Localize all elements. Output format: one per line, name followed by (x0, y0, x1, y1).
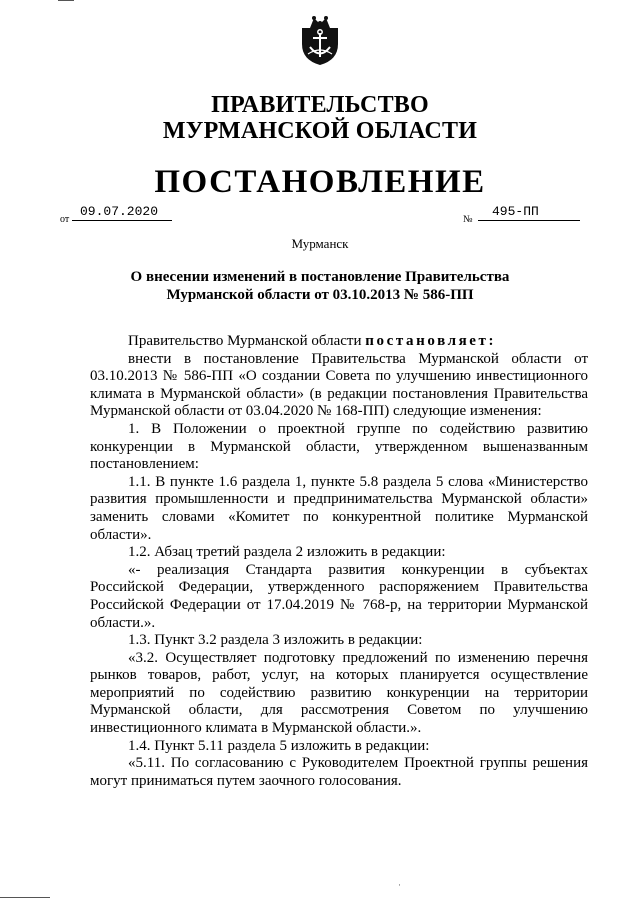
body-paragraph: «- реализация Стандарта развития конкуренции в субъектах Российской Федерации, утвержденного распоряжением Правительства Российской Федерации от 17.04.2019 № 768-р, на территории Мурманской области.». (90, 561, 588, 631)
body-paragraph: внести в постановление Правительства Мурманской области от 03.10.2013 № 586-ПП «О создании Совета по улучшению инвестиционного климата в Мурманской области» (в редакции постановления Правительства Мурманской области от 03.04.2020 № 168-ПП) следующие изменения: (90, 350, 588, 420)
body-paragraph: «3.2. Осуществляет подготовку предложений по изменению перечня рынков товаров, работ, услуг, на которых планируется осуществление мероприятий по содействию развитию конкуренции на территории Мурманской области, для рассмотрения Советом по улучшению инвестиционного климата в Мурманской области.». (90, 649, 588, 737)
coat-of-arms-icon (300, 14, 340, 66)
city-name: Мурманск (291, 236, 349, 251)
scan-edge-bottom (0, 897, 50, 898)
scan-speck: · (398, 880, 401, 890)
body-paragraph: 1.3. Пункт 3.2 раздела 3 изложить в редакции: (128, 632, 423, 649)
date-prefix: от (60, 214, 70, 225)
document-type: ПОСТАНОВЛЕНИЕ (154, 164, 486, 200)
document-body (90, 333, 588, 790)
body-paragraph: 1.2. Абзац третий раздела 2 изложить в редакции: (128, 544, 446, 561)
intro-paragraph (90, 333, 588, 351)
body-paragraph: 1.1. В пункте 1.6 раздела 1, пункте 5.8 раздела 5 слова «Министерство развития промышленности и предпринимательства Мурманской области» заменить словами «Комитет по конкурентной политике Мурманской области». (90, 473, 588, 543)
document-subject (120, 268, 520, 304)
subject-line1: О внесении изменений в постановление Правительства (130, 269, 510, 285)
number-prefix: № (463, 214, 473, 225)
subject-line2: Мурманской области от 03.10.2013 № 586-ПП (166, 287, 474, 303)
scan-edge-top (58, 0, 74, 1)
body-paragraph: 1. В Положении о проектной группе по содействию развитию конкуренции в Мурманской области, утвержденном вышеназванным постановлением: (90, 420, 588, 473)
intro-lead: Правительство Мурманской области (128, 333, 366, 349)
document-number: 495-ПП (478, 204, 580, 221)
intro-verb: постановляет: (365, 333, 497, 349)
document-date: 09.07.2020 (72, 204, 172, 221)
body-paragraph: «5.11. По согласованию с Руководителем Проектной группы решения могут приниматься путем заочного голосования. (90, 755, 588, 789)
government-title-line2: МУРМАНСКОЙ ОБЛАСТИ (162, 118, 478, 144)
body-paragraph: 1.4. Пункт 5.11 раздела 5 изложить в редакции: (128, 737, 430, 754)
government-title-line1: ПРАВИТЕЛЬСТВО (211, 92, 429, 118)
